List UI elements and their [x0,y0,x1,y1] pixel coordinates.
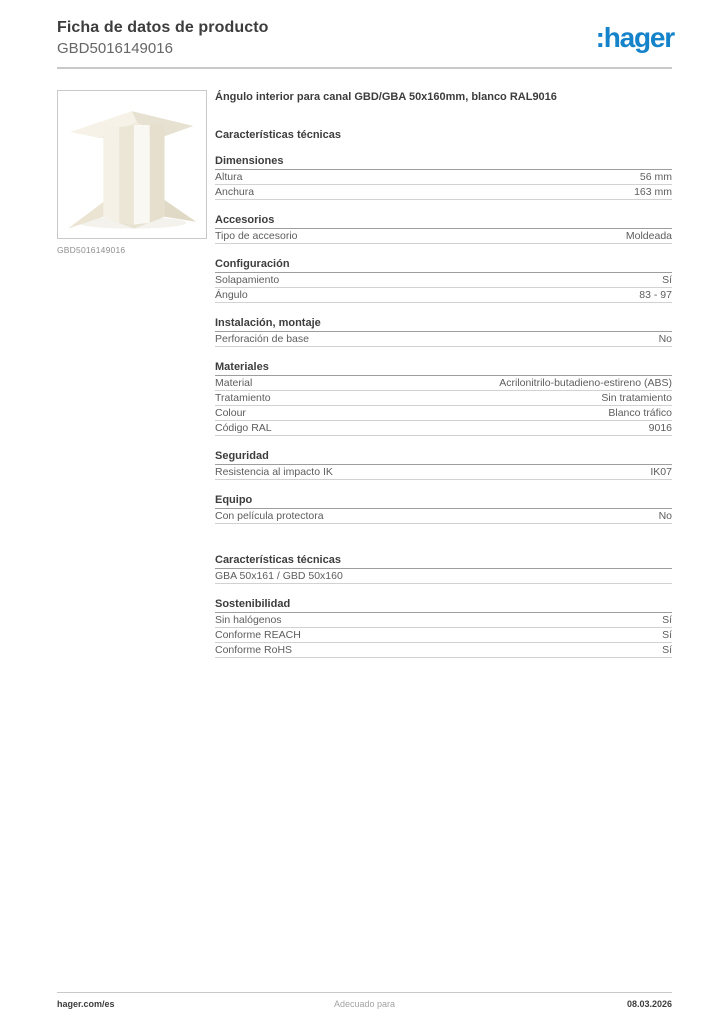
spec-row-value: IK07 [650,466,672,478]
spec-section-dimensiones [215,155,672,200]
spec-row-label: Material [215,377,253,389]
product-image-caption: GBD5016149016 [57,245,126,255]
spec-section-accesorios [215,214,672,244]
spec-row-label: Ángulo [215,289,248,301]
spec-section-configuracion [215,258,672,303]
spec-row-label: Tratamiento [215,392,271,404]
page-title: Ficha de datos de producto [57,19,269,36]
footer-website-link[interactable]: hager.com/es [57,999,115,1009]
spec-row [215,613,672,628]
spec-row [215,569,672,584]
spec-row-value: Sin tratamiento [601,392,672,404]
spec-section-title: Sostenibilidad [215,598,672,613]
spec-row-label: Sin halógenos [215,614,282,626]
spec-section-title: Instalación, montaje [215,317,672,332]
spec-row-value: Blanco tráfico [608,407,672,419]
spec-row [215,643,672,658]
spec-row-value: 163 mm [634,186,672,198]
spec-groups [215,155,672,658]
spec-row-value: 83 - 97 [639,289,672,301]
spec-row-value: No [658,333,672,345]
spec-section-seguridad [215,450,672,480]
spec-group [215,554,672,658]
spec-row-value: No [658,510,672,522]
spec-section-materiales [215,361,672,436]
spec-section-title: Accesorios [215,214,672,229]
corner-piece-illustration [58,91,206,238]
footer [57,999,672,1009]
spec-row-value: Sí [662,644,672,656]
spec-row-value: Sí [662,274,672,286]
footer-date: 08.03.2026 [626,999,672,1009]
spec-row-value: Sí [662,629,672,641]
spec-row [215,170,672,185]
spec-row-value: Moldeada [625,230,672,242]
spec-row-value: 9016 [648,422,672,434]
spec-section-title: Configuración [215,258,672,273]
spec-row-label: Con película protectora [215,510,324,522]
spec-section-instalacion-montaje [215,317,672,347]
spec-column [215,91,672,658]
spec-row-label: Código RAL [215,422,272,434]
spec-row [215,273,672,288]
spec-row [215,421,672,436]
footer-suitable-for-label: Adecuado para [333,999,396,1009]
spec-row-label: GBA 50x161 / GBD 50x160 [215,570,343,582]
spec-group [215,155,672,524]
spec-section-title: Materiales [215,361,672,376]
hager-logo: :hager [595,22,674,53]
spec-row [215,332,672,347]
spec-row-value: Acrilonitrilo-butadieno-estireno (ABS) [499,377,672,389]
footer-divider [57,992,672,993]
spec-row-label: Solapamiento [215,274,280,286]
spec-row-label: Tipo de accesorio [215,230,298,242]
spec-row [215,465,672,480]
product-title: Ángulo interior para canal GBD/GBA 50x160mm, blanco RAL9016 [215,91,557,103]
spec-row [215,229,672,244]
spec-row-label: Conforme RoHS [215,644,293,656]
spec-row-value: 56 mm [639,171,672,183]
spec-row-label: Perforación de base [215,333,309,345]
spec-row-label: Conforme REACH [215,629,301,641]
spec-row-label: Anchura [215,186,255,198]
spec-row-label: Resistencia al impacto IK [215,466,333,478]
spec-row [215,288,672,303]
spec-section-sostenibilidad [215,598,672,658]
spec-row-label: Altura [215,171,243,183]
spec-section-equipo [215,494,672,524]
product-image [57,90,207,239]
tech-characteristics-heading: Características técnicas [215,129,341,141]
spec-row [215,391,672,406]
spec-row-value: Sí [662,614,672,626]
spec-section-title: Seguridad [215,450,672,465]
spec-section-caracteristicas-tecnicas [215,554,672,584]
spec-section-title: Dimensiones [215,155,672,170]
spec-row [215,628,672,643]
spec-row-label: Colour [215,407,246,419]
spec-section-title: Equipo [215,494,672,509]
spec-section-title: Características técnicas [215,554,672,569]
product-reference: GBD5016149016 [57,40,173,57]
spec-row [215,376,672,391]
header-divider [57,67,672,69]
spec-row [215,509,672,524]
spec-row [215,406,672,421]
spec-row [215,185,672,200]
